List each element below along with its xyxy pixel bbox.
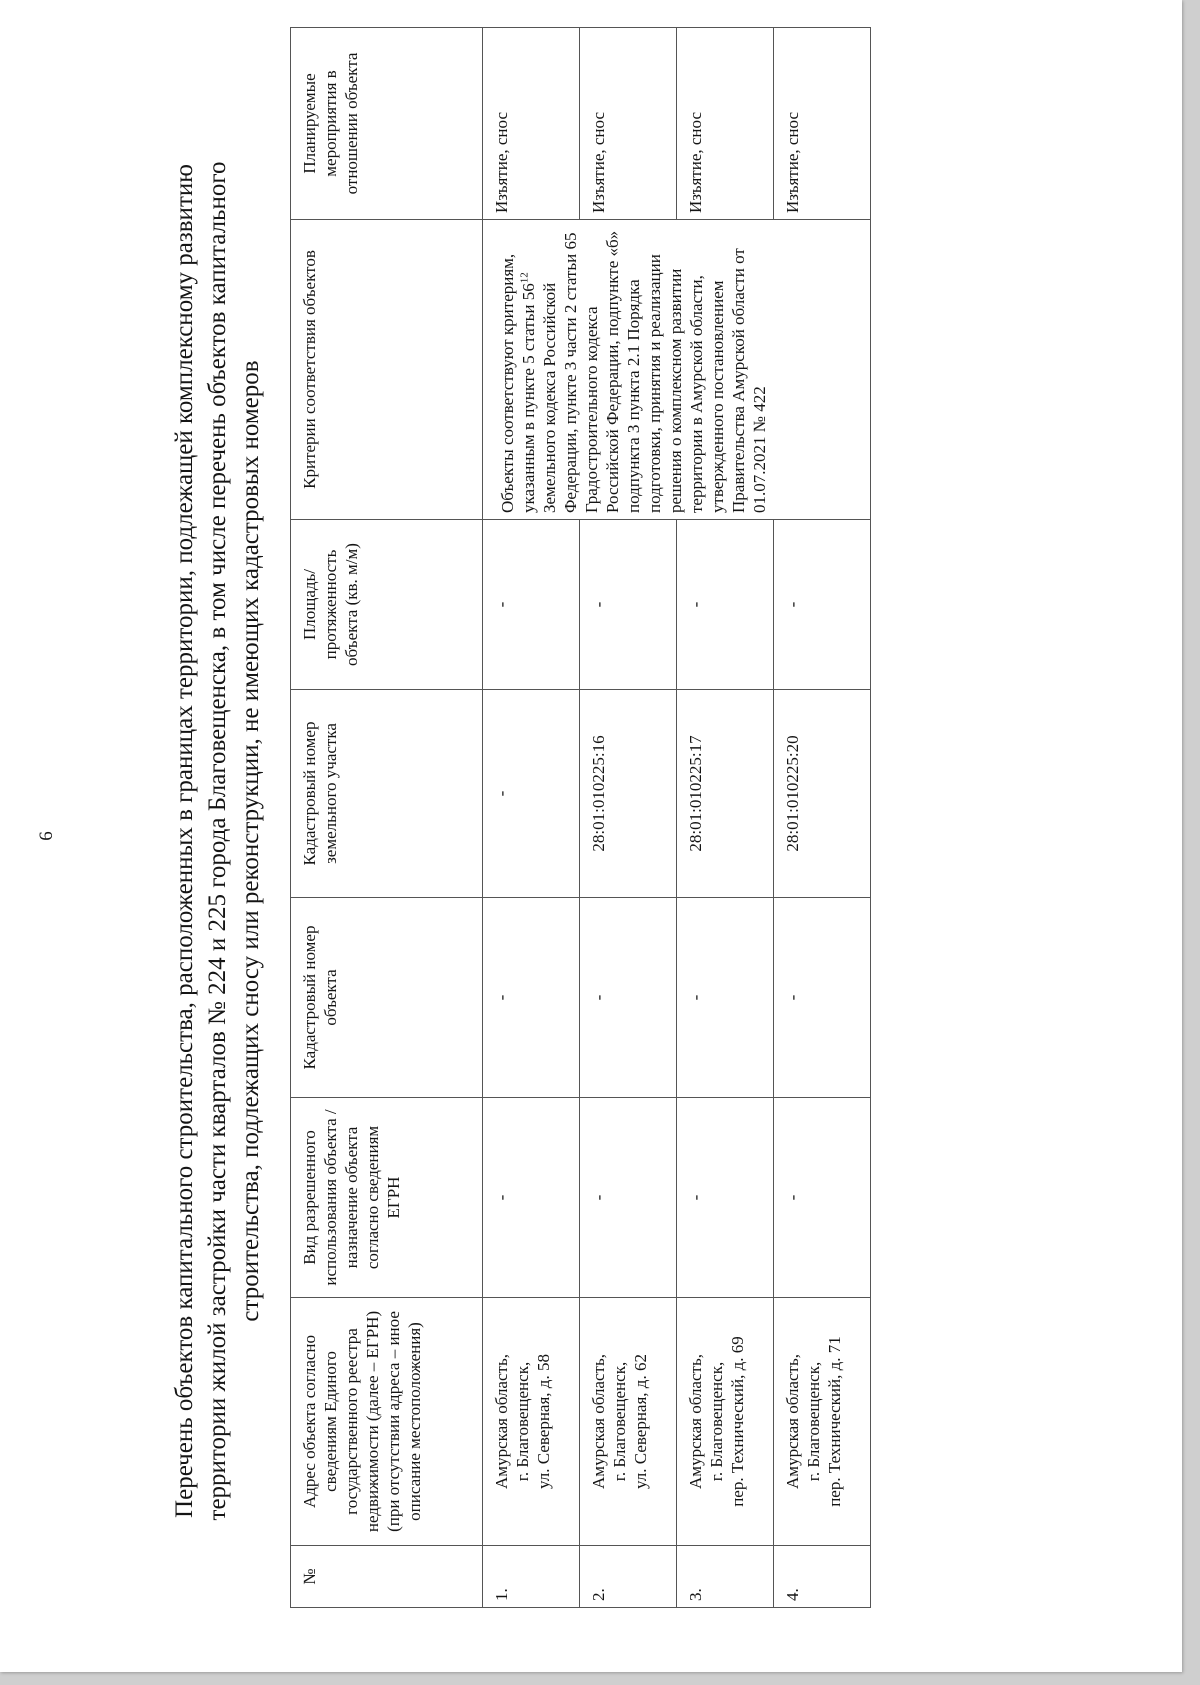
row-num: 3. [677, 1546, 774, 1608]
row-measures: Изъятие, снос [774, 28, 871, 220]
address-line: Амурская область, [783, 1354, 802, 1489]
header-criteria: Критерии соответствия объектов [291, 220, 483, 520]
header-address: Адрес объекта согласно сведениям Единого государственного реестра недвижимости (далее – ЕГРН) (при отсутствии адреса – иное описание местоположения) [291, 1298, 483, 1546]
address-line: г. Благовещенск, [804, 1361, 823, 1482]
row-address [580, 1298, 677, 1546]
row-area: - [483, 520, 580, 690]
row-area: - [677, 520, 774, 690]
row-measures: Изъятие, снос [677, 28, 774, 220]
row-area: - [580, 520, 677, 690]
document-title: Перечень объектов капитального строительства, расположенных в границах территории, подлежащей комплексному развитию территории жилой застройки части кварталов № 224 и 225 города Благовещенска, в том числе перечень объектов капитального строительства, подлежащих сносу или реконструкции, не имеющих кадастровых номеров [171, 161, 264, 1521]
row-num: 1. [483, 1546, 580, 1608]
address-line: ул. Северная, д. 58 [534, 1354, 553, 1489]
address-line: г. Благовещенск, [513, 1361, 532, 1482]
row-address [774, 1298, 871, 1546]
row-measures: Изъятие, снос [483, 28, 580, 220]
criteria-text-continued: Земельного кодекса Российской Федерации, пункте 3 части 2 статьи 65 Градостроительного кодекса Российской Федерации, подпункте «б» подпункта 3 пункта 2.1 Порядка подготовки, принятия и реализации решения о комплексном развитии территории в Амурской области, утвержденного постановлением Правительства Амурской области от 01.07.2021 № 422 [540, 230, 769, 513]
row-land-cadastral: 28:01:010225:20 [774, 690, 871, 898]
address-line: Амурская область, [492, 1354, 511, 1489]
address-line: пер. Технический, д. 71 [825, 1336, 844, 1507]
row-object-cadastral: - [677, 898, 774, 1098]
criteria-text: Объекты соответствуют критериям, указанным в пункте 5 статьи 56 [498, 253, 538, 513]
row-num: 2. [580, 1546, 677, 1608]
row-object-cadastral: - [774, 898, 871, 1098]
address-line: г. Благовещенск, [707, 1361, 726, 1482]
header-object-cadastral: Кадастровый номер объекта [291, 898, 483, 1098]
criteria-footnote-ref: 12 [518, 272, 531, 284]
row-address [483, 1298, 580, 1546]
row-measures: Изъятие, снос [580, 28, 677, 220]
criteria-cell [483, 220, 871, 520]
header-use: Вид разрешенного использования объекта / назначение объекта согласно сведениям ЕГРН [291, 1098, 483, 1298]
address-line: ул. Северная, д. 62 [631, 1354, 650, 1489]
row-address [677, 1298, 774, 1546]
header-measures: Планируемые мероприятия в отношении объекта [291, 28, 483, 220]
table-header-row [291, 28, 483, 1608]
rotated-page-content [0, 6, 1180, 1666]
address-line: г. Благовещенск, [610, 1361, 629, 1482]
row-land-cadastral: - [483, 690, 580, 898]
row-use: - [580, 1098, 677, 1298]
row-use: - [483, 1098, 580, 1298]
row-area: - [774, 520, 871, 690]
row-use: - [677, 1098, 774, 1298]
page-number: 6 [36, 831, 57, 841]
row-land-cadastral: 28:01:010225:17 [677, 690, 774, 898]
table-row [483, 28, 580, 1608]
row-land-cadastral: 28:01:010225:16 [580, 690, 677, 898]
header-land-cadastral: Кадастровый номер земельного участка [291, 690, 483, 898]
row-use: - [774, 1098, 871, 1298]
address-line: Амурская область, [589, 1354, 608, 1489]
row-num: 4. [774, 1546, 871, 1608]
row-object-cadastral: - [580, 898, 677, 1098]
address-line: Амурская область, [686, 1354, 705, 1489]
row-object-cadastral: - [483, 898, 580, 1098]
header-num: № [291, 1546, 483, 1608]
objects-table [290, 27, 871, 1608]
address-line: пер. Технический, д. 69 [728, 1336, 747, 1507]
header-area: Площадь/ протяженность объекта (кв. м/м) [291, 520, 483, 690]
